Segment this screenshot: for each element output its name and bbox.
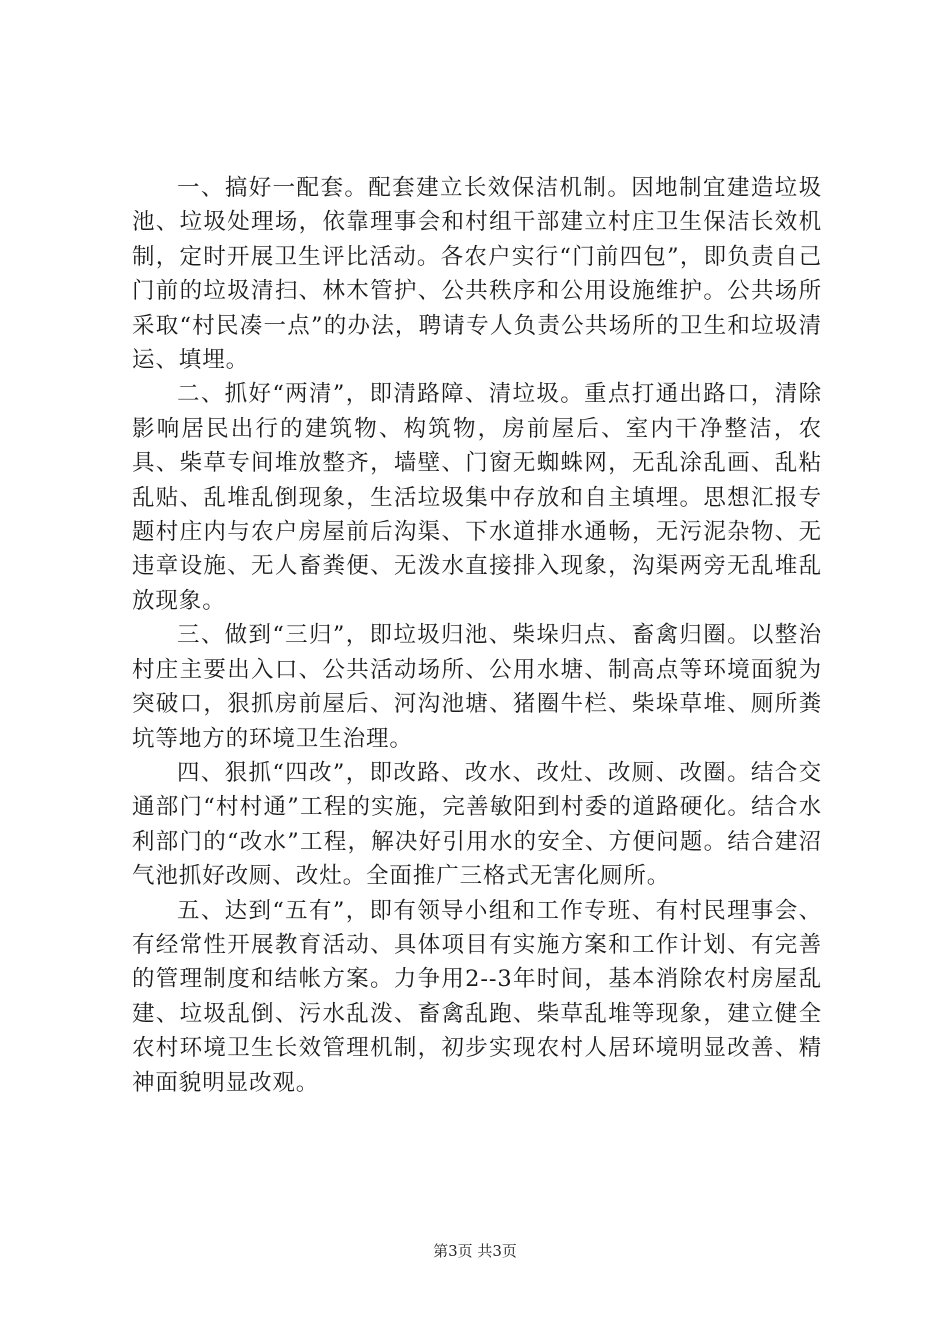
paragraph-3: 三、做到“三归”，即垃圾归池、柴垛归点、畜禽归圈。以整治村庄主要出入口、公共活动场所、公用水塘、制高点等环境面貌为突破口，狠抓房前屋后、河沟池塘、猪圈牛栏、柴垛草堆、厕所粪坑等地方的环境卫生治理。	[132, 622, 822, 752]
page-number-footer: 第3页 共3页	[433, 1242, 517, 1260]
paragraph-2: 二、抓好“两清”，即清路障、清垃圾。重点打通出路口，清除影响居民出行的建筑物、构筑物，房前屋后、室内干净整洁，农具、柴草专间堆放整齐，墙壁、门窗无蜘蛛网，无乱涂乱画、乱粘乱贴、乱堆乱倒现象，生活垃圾集中存放和自主填埋。思想汇报专题村庄内与农户房屋前后沟渠、下水道排水通畅，无污泥杂物、无违章设施、无人畜粪便、无泼水直接排入现象，沟渠两旁无乱堆乱放现象。	[132, 381, 822, 614]
paragraph-1: 一、搞好一配套。配套建立长效保洁机制。因地制宜建造垃圾池、垃圾处理场，依靠理事会和村组干部建立村庄卫生保洁长效机制，定时开展卫生评比活动。各农户实行“门前四包”，即负责自己门前的垃圾清扫、林木管护、公共秩序和公用设施维护。公共场所采取“村民凑一点”的办法，聘请专人负责公共场所的卫生和垃圾清运、填埋。	[132, 175, 822, 374]
paragraph-5: 五、达到“五有”，即有领导小组和工作专班、有村民理事会、有经常性开展教育活动、具体项目有实施方案和工作计划、有完善的管理制度和结帐方案。力争用2--3年时间，基本消除农村房屋乱建、垃圾乱倒、污水乱泼、畜禽乱跑、柴草乱堆等现象，建立健全农村环境卫生长效管理机制，初步实现农村人居环境明显改善、精神面貌明显改观。	[132, 897, 822, 1096]
paragraph-4: 四、狠抓“四改”，即改路、改水、改灶、改厕、改圈。结合交通部门“村村通”工程的实施，完善敏阳到村委的道路硬化。结合水利部门的“改水”工程，解决好引用水的安全、方便问题。结合建沼气池抓好改厕、改灶。全面推广三格式无害化厕所。	[132, 759, 822, 890]
document-body	[132, 171, 822, 1100]
